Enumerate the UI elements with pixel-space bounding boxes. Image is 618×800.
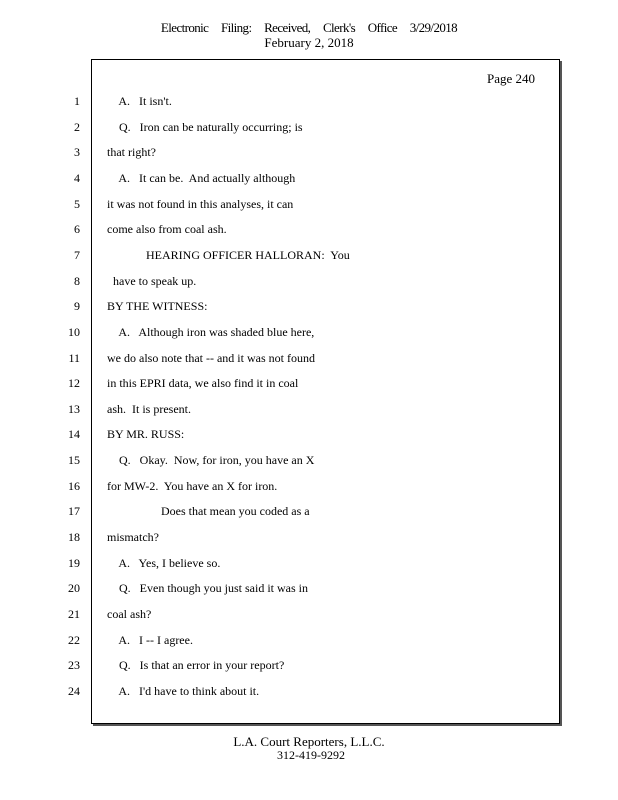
line-text: A. I -- I agree. xyxy=(107,632,193,647)
transcript-date: February 2, 2018 xyxy=(264,35,354,50)
line-text: ash. It is present. xyxy=(107,401,191,416)
line-text: mismatch? xyxy=(107,530,159,545)
line-number: 16 xyxy=(68,478,80,493)
line-text: Does that mean you coded as a xyxy=(107,504,310,519)
line-text: A. It isn't. xyxy=(107,94,172,108)
line-number: 10 xyxy=(68,324,80,339)
line-text: A. Although iron was shaded blue here, xyxy=(107,324,315,339)
line-text: Q. Even though you just said it was in xyxy=(107,581,308,596)
line-text: for MW-2. You have an X for iron. xyxy=(107,478,278,493)
line-number: 13 xyxy=(68,401,80,416)
line-number: 18 xyxy=(68,530,80,545)
line-text: that right? xyxy=(107,145,156,160)
line-number: 17 xyxy=(68,504,80,519)
line-number: 4 xyxy=(74,170,80,185)
line-number: 23 xyxy=(68,658,80,673)
line-number: 15 xyxy=(68,453,80,468)
line-text: have to speak up. xyxy=(107,273,197,288)
line-text: we do also note that -- and it was not found xyxy=(107,350,315,365)
reporter-phone: 312-419-9292 xyxy=(277,748,345,762)
line-text: BY MR. RUSS: xyxy=(107,427,185,442)
line-text: A. It can be. And actually although xyxy=(107,170,296,185)
line-text: Q. Okay. Now, for iron, you have an X xyxy=(107,453,315,468)
transcript-page xyxy=(91,59,560,724)
line-text: BY THE WITNESS: xyxy=(107,299,208,314)
line-number: 22 xyxy=(68,632,80,647)
line-number: 21 xyxy=(68,607,80,621)
filing-stamp: Electronic Filing: Received, Clerk's Office 3/29/2018 xyxy=(160,20,458,35)
line-text: HEARING OFFICER HALLORAN: You xyxy=(107,247,350,262)
line-text: A. I'd have to think about it. xyxy=(107,683,260,698)
line-number: 7 xyxy=(74,247,80,262)
line-number: 1 xyxy=(74,94,80,108)
line-number: 5 xyxy=(74,196,80,211)
line-number: 19 xyxy=(68,555,80,570)
line-number: 9 xyxy=(74,299,80,314)
line-number: 8 xyxy=(74,273,80,288)
line-number: 14 xyxy=(68,427,80,442)
line-text: it was not found in this analyses, it can xyxy=(107,196,294,211)
line-number: 2 xyxy=(74,119,80,134)
line-text: come also from coal ash. xyxy=(107,222,227,237)
line-number: 20 xyxy=(68,581,80,596)
line-number: 11 xyxy=(68,350,80,365)
line-number: 12 xyxy=(68,376,80,391)
page-number: Page 240 xyxy=(487,71,536,86)
line-text: Q. Iron can be naturally occurring; is xyxy=(107,119,303,134)
line-number: 6 xyxy=(74,222,80,237)
line-number: 3 xyxy=(74,145,80,160)
line-text: coal ash? xyxy=(107,607,152,621)
line-text: Q. Is that an error in your report? xyxy=(107,658,285,673)
line-number: 24 xyxy=(68,683,80,698)
line-text: A. Yes, I believe so. xyxy=(107,555,221,570)
reporter-company: L.A. Court Reporters, L.L.C. xyxy=(233,734,385,749)
line-text: in this EPRI data, we also find it in coal xyxy=(107,376,299,391)
